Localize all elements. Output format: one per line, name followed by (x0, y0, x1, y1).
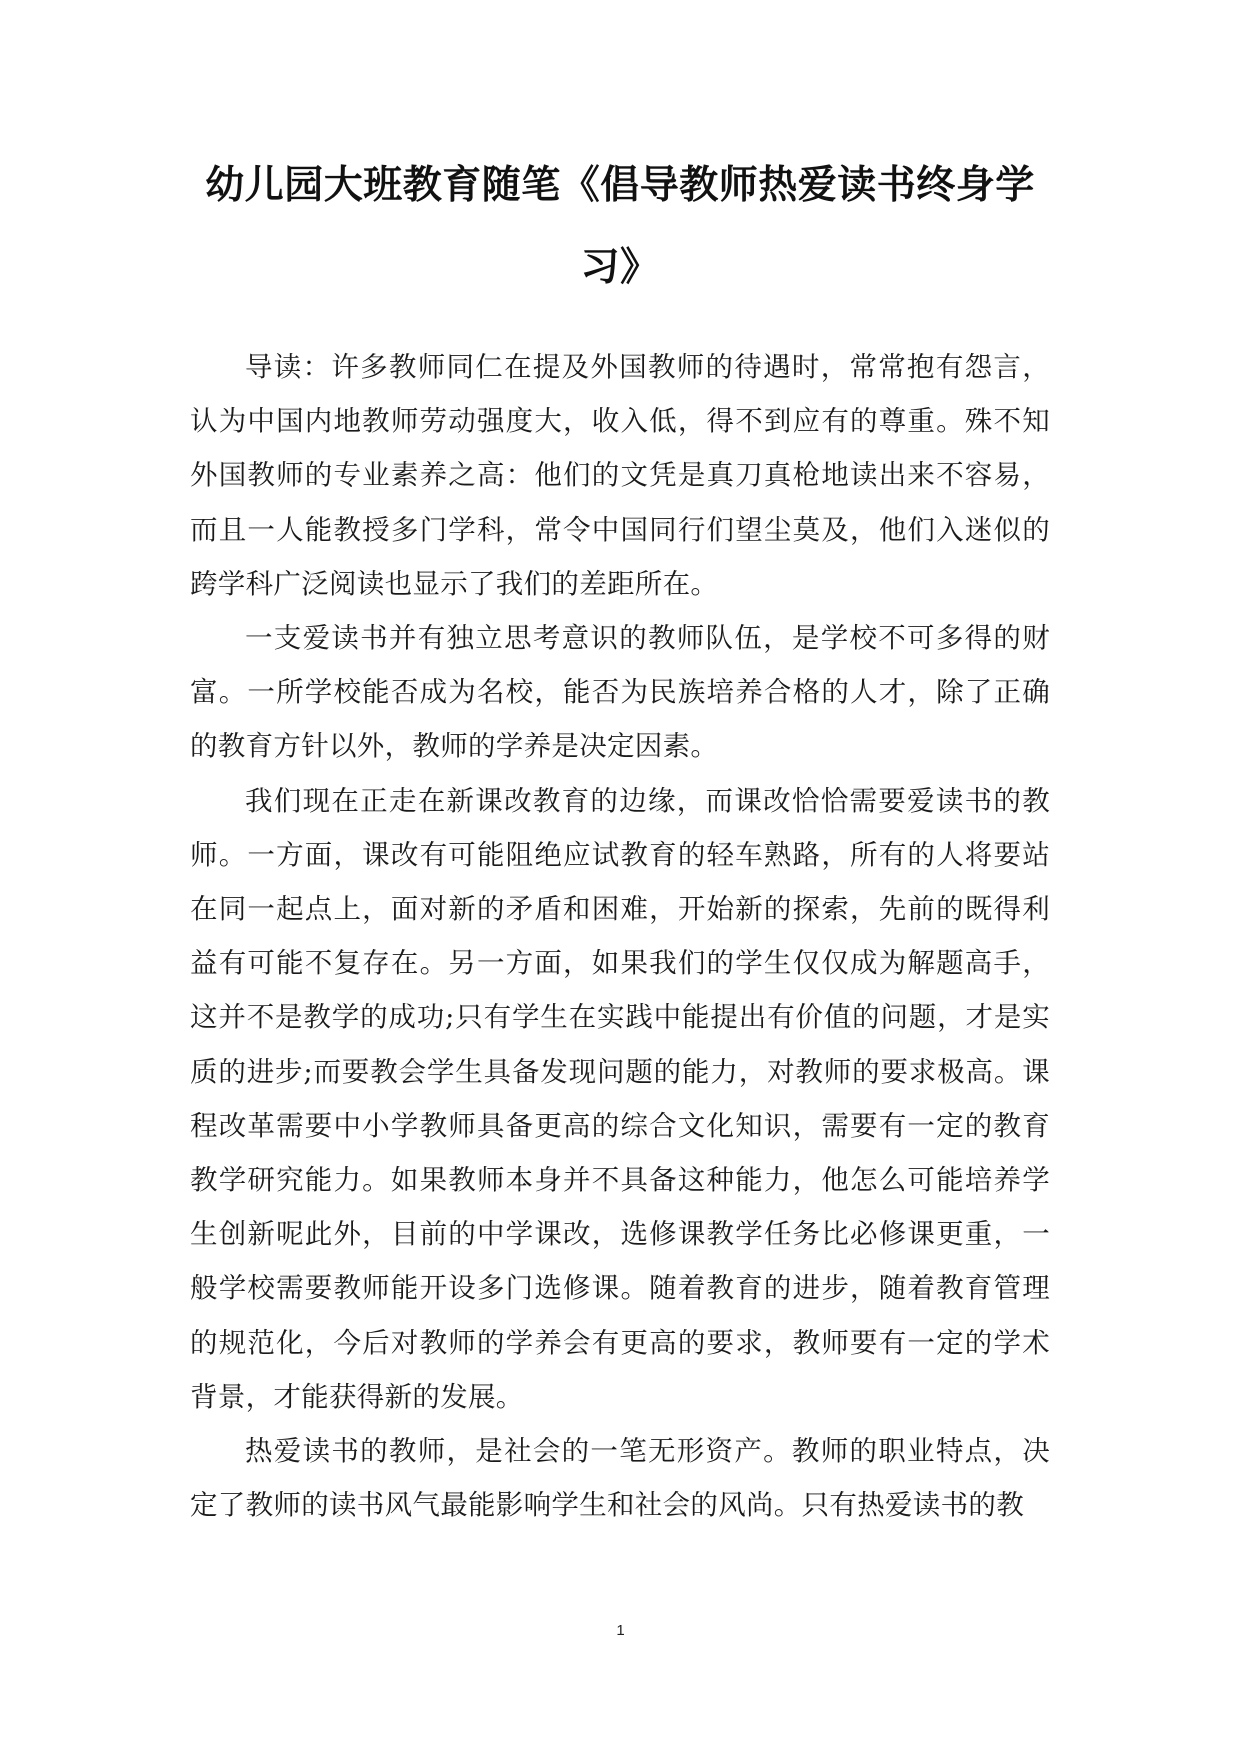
paragraph-social-asset: 热爱读书的教师，是社会的一笔无形资产。教师的职业特点，决定了教师的读书风气最能影响学生和社会的风尚。只有热爱读书的教 (190, 1435, 1050, 1522)
document-title: 幼儿园大班教育随笔《倡导教师热爱读书终身学习》 (205, 163, 1035, 290)
page-number: 1 (616, 1622, 625, 1639)
paragraph-teacher-team: 一支爱读书并有独立思考意识的教师队伍，是学校不可多得的财富。一所学校能否成为名校，能否为民族培养合格的人才，除了正确的教育方针以外，教师的学养是决定因素。 (190, 622, 1050, 763)
paragraph-curriculum-reform: 我们现在正走在新课改教育的边缘，而课改恰恰需要爱读书的教师。一方面，课改有可能阻绝应试教育的轻车熟路，所有的人将要站在同一起点上，面对新的矛盾和困难，开始新的探索，先前的既得利益有可能不复存在。另一方面，如果我们的学生仅仅成为解题高手，这并不是教学的成功;只有学生在实践中能提出有价值的问题，才是实质的进步;而要教会学生具备发现问题的能力，对教师的要求极高。课程改革需要中小学教师具备更高的综合文化知识，需要有一定的教育教学研究能力。如果教师本身并不具备这种能力，他怎么可能培养学生创新呢此外，目前的中学课改，选修课教学任务比必修课更重，一般学校需要教师能开设多门选修课。随着教育的进步，随着教育管理的规范化，今后对教师的学养会有更高的要求，教师要有一定的学术背景，才能获得新的发展。 (190, 784, 1050, 1413)
document-body (190, 340, 1050, 1532)
paragraph-intro: 导读：许多教师同仁在提及外国教师的待遇时，常常抱有怨言，认为中国内地教师劳动强度大，收入低，得不到应有的尊重。殊不知外国教师的专业素养之高：他们的文凭是真刀真枪地读出来不容易，而且一人能教授多门学科，常令中国同行们望尘莫及，他们入迷似的跨学科广泛阅读也显示了我们的差距所在。 (190, 351, 1050, 600)
